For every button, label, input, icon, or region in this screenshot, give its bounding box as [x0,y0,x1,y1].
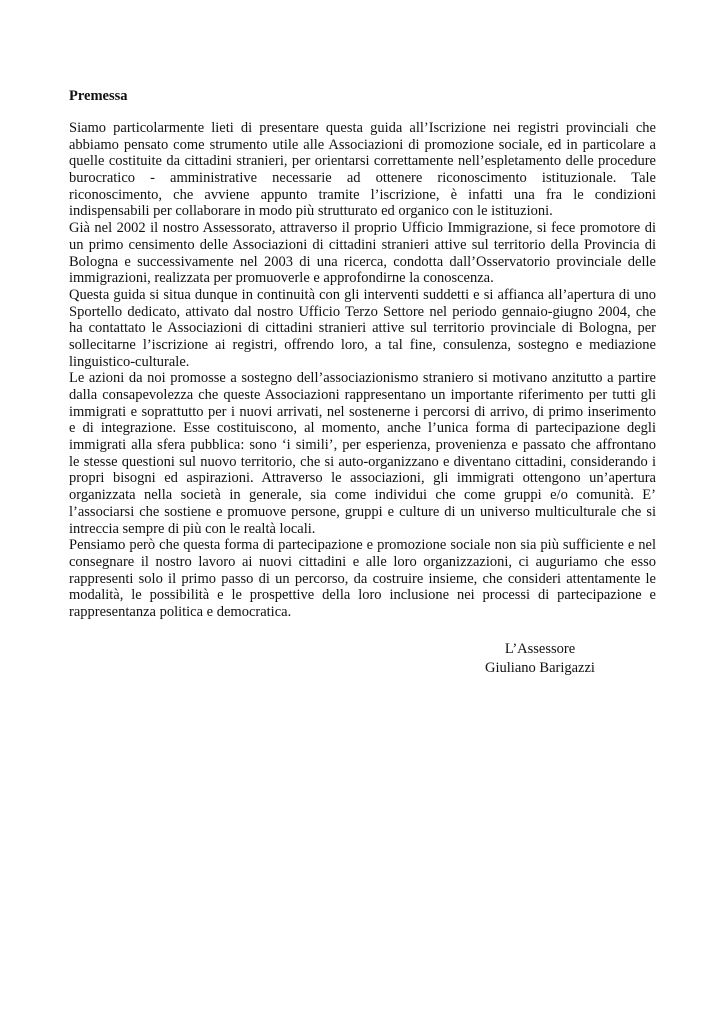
text-line: le stesse questioni sul nuovo territorio, che si auto-organizzano e diventano cittadini, considerando i [69,453,656,470]
text-line: immigrati e soprattutto per i nuovi arrivati, nel sostenerne i percorsi di arrivo, di primo inserimento [69,403,656,420]
text-line: ha contattato le Associazioni di cittadini stranieri attive sul territorio provinciale di Bologna, per [69,320,656,337]
text-line: e di integrazione. Esse costituiscono, al momento, anche l’unica forma di partecipazione degli [69,420,656,437]
text-line: quelle costituite da cittadini stranieri, per orientarsi correttamente nell’espletamento delle procedure [69,153,656,170]
signature-block [470,640,610,678]
text-line: un primo censimento delle Associazioni di cittadini stranieri attive sul territorio della Provincia di [69,236,656,253]
text-line: Sportello dedicato, attivato dal nostro Ufficio Terzo Settore nel periodo gennaio-giugno 2004, che [69,303,656,320]
paragraph [69,287,656,370]
text-line: riconoscimento, che avviene appunto tramite l’iscrizione, è infatti una fra le condizioni [69,186,656,203]
text-line: modalità, le possibilità e le prospettive della loro inclusione nei processi di partecipazione e [69,587,656,604]
text-line: organizzata nella società in generale, sia come individui che come gruppi e/o comunità. E’ [69,487,656,504]
signature-name: Giuliano Barigazzi [485,660,595,676]
text-line: rappresentanza politica e democratica. [69,603,292,620]
paragraph [69,370,656,537]
text-line: Questa guida si situa dunque in continuità con gli interventi suddetti e si affianca all’apertura di uno [69,286,656,303]
text-line: Siamo particolarmente lieti di presentare questa guida all’Iscrizione nei registri provinciali che [69,120,656,136]
page-title: Premessa [69,88,128,104]
signature-role: L’Assessore [504,641,576,657]
text-line: intreccia sempre di più con le realtà locali. [69,520,316,537]
text-line: Bologna e successivamente nel 2003 di una ricerca, condotta dall’Osservatorio provinciale delle [69,253,656,270]
text-line: rappresenti solo il primo passo di un percorso, da costruire insieme, che consideri attentamente le [69,570,656,587]
text-line: dalla consapevolezza che queste Associazioni rappresentano un importante riferimento per tutti gli [69,387,656,403]
text-line: linguistico-culturale. [69,353,190,370]
text-line: propri bisogni ed aspirazioni. Attraverso le associazioni, gli immigrati ottengono un’apertura [69,470,656,487]
document-body [69,120,656,621]
paragraph [69,220,656,287]
text-line: burocratico - amministrative necessarie ad ottenere riconoscimento istituzionale. Tale [69,170,656,187]
text-line: immigrati alla sfera pubblica: sono ‘i simili’, per esperienza, provenienza e passato che affrontano [69,437,656,454]
text-line: consegnare il nostro lavoro ai nuovi cittadini e alle loro organizzazioni, ci auguriamo che esso [69,553,656,570]
paragraph [69,537,656,620]
paragraph [69,120,656,220]
text-line: l’associarsi che sostiene e promuove persone, gruppi e culture di un universo multiculturale che si [69,503,656,520]
text-line: Pensiamo però che questa forma di partecipazione e promozione sociale non sia più sufficiente e nel [69,537,656,554]
text-line: Già nel 2002 il nostro Assessorato, attraverso il proprio Ufficio Immigrazione, si fece promotore di [69,220,656,237]
text-line: Le azioni da noi promosse a sostegno dell’associazionismo straniero si motivano anzitutto a partire [69,370,656,387]
text-line: abbiamo pensato come strumento utile alle Associazioni di promozione sociale, ed in particolare a [69,136,656,153]
text-line: indispensabili per collaborare in modo più strutturato ed organico con le istituzioni. [69,203,553,220]
text-line: immigrazioni, realizzata per promuoverle e approfondirne la conoscenza. [69,270,494,287]
text-line: sollecitarne l’iscrizione ai registri, offrendo loro, a tal fine, consulenza, sostegno e mediazione [69,336,656,353]
